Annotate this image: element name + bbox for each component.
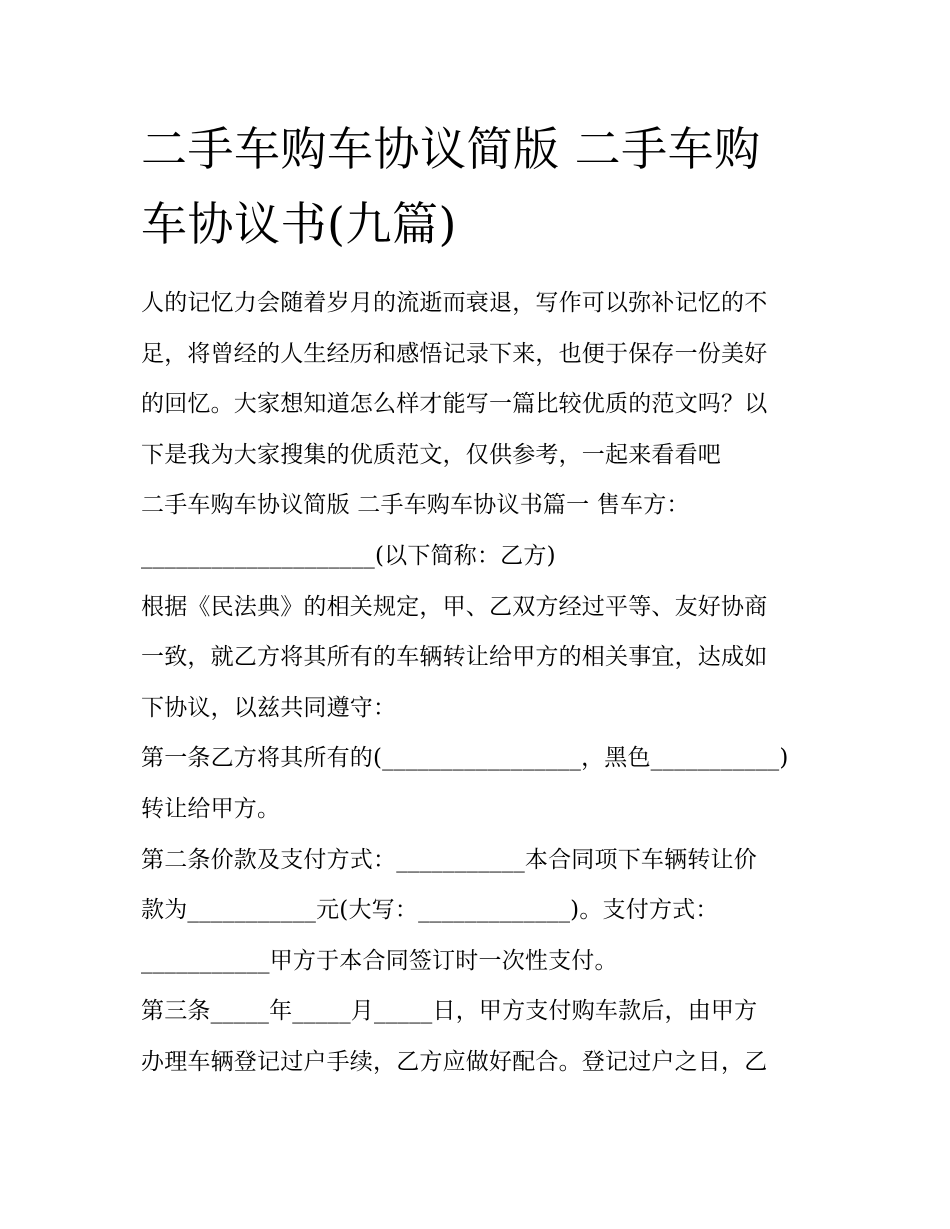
- article-1-line-2: 转让给甲方。: [141, 795, 281, 822]
- article-2-line-2: 款为___________元(大写：_____________)。支付方式：: [141, 897, 719, 924]
- article-2-line-3: ___________甲方于本合同签订时一次性支付。: [141, 947, 618, 974]
- article-2-line-1: 第二条价款及支付方式：___________本合同项下车辆转让价: [141, 846, 757, 873]
- article-3-line-1: 第三条_____年_____月_____日，甲方支付购车款后，由甲方: [141, 998, 758, 1025]
- document-page: [141, 112, 821, 1088]
- intro-line-4: 下是我为大家搜集的优质范文，仅供参考，一起来看看吧: [141, 441, 721, 468]
- section-heading-line: 二手车购车协议简版 二手车购车协议书篇一 售车方：: [141, 492, 690, 519]
- title-line-1: 二手车购车协议简版 二手车购: [141, 122, 761, 176]
- title-line-2: 车协议书(九篇): [141, 197, 457, 251]
- intro-line-1: 人的记忆力会随着岁月的流逝而衰退，写作可以弥补记忆的不: [141, 290, 768, 316]
- intro-line-3: 的回忆。大家想知道怎么样才能写一篇比较优质的范文吗？以: [141, 391, 768, 418]
- basis-line-2: 一致，就乙方将其所有的车辆转让给甲方的相关事宜，达成如: [141, 644, 768, 671]
- basis-line-1: 根据《民法典》的相关规定，甲、乙双方经过平等、友好协商: [141, 593, 768, 620]
- document-body: [141, 278, 821, 1088]
- article-3-line-2: 办理车辆登记过户手续，乙方应做好配合。登记过户之日，乙: [141, 1048, 768, 1075]
- seller-blank-line: ____________________(以下简称：乙方): [141, 542, 556, 569]
- basis-line-3: 下协议，以兹共同遵守：: [141, 694, 397, 721]
- document-title: [141, 112, 821, 262]
- article-1-line-1: 第一条乙方将其所有的(_________________，黑色___________): [141, 745, 789, 772]
- intro-line-2: 足，将曾经的人生经历和感悟记录下来，也便于保存一份美好: [141, 340, 768, 367]
